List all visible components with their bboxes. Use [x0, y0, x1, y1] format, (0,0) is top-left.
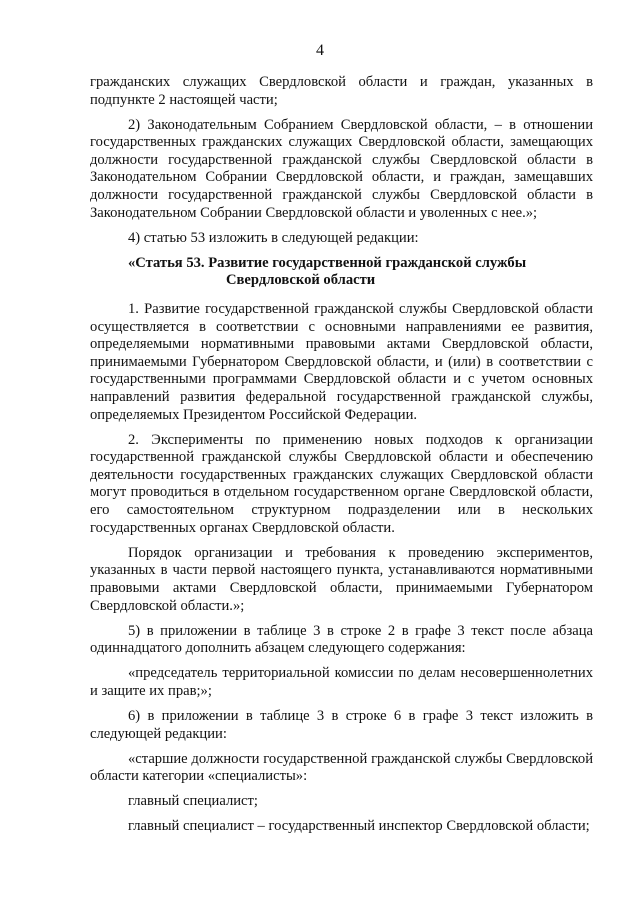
article-heading: [90, 255, 593, 290]
paragraph-item-5: 5) в приложении в таблице 3 в строке 2 в графе 3 текст после абзаца одиннадцатого дополнить абзацем следующего содержания:: [90, 622, 593, 657]
quote-chairman: «председатель территориальной комиссии по делам несовершеннолетних и защите их прав;»;: [90, 665, 593, 699]
paragraph-item-6: 6) в приложении в таблице 3 в строке 6 в графе 3 текст изложить в следующей редакции:: [90, 708, 593, 742]
page-number: 4: [316, 42, 324, 59]
article-heading-line2: Свердловской области: [226, 272, 376, 289]
document-body: [90, 74, 593, 844]
article-heading-line1: «Статья 53. Развитие государственной гражданской службы: [128, 254, 527, 271]
position-chief-specialist-inspector: главный специалист – государственный инспектор Свердловской области;: [128, 818, 590, 835]
quote-senior-positions: «старшие должности государственной гражданской службы Свердловской области категории «специалисты»:: [90, 750, 593, 785]
paragraph-item-4: 4) статью 53 изложить в следующей редакции:: [128, 229, 419, 246]
paragraph-continuation: гражданских служащих Свердловской области и граждан, указанных в подпункте 2 настоящей части;: [90, 74, 593, 108]
position-chief-specialist: главный специалист;: [128, 793, 258, 810]
article-paragraph-2: 2. Эксперименты по применению новых подходов к организации государственной гражданской службы Свердловской области и обеспечению деятельности государственных гражданских служащих Свердловской области могут проводиться в отдельном государственном органе Свердловской области, его самостоятельном структурном подразделении или в нескольких государственных органах Свердловской области.: [90, 431, 593, 536]
article-paragraph-2-part-2: Порядок организации и требования к проведению экспериментов, указанных в части первой настоящего пункта, устанавливаются нормативными правовыми актами Свердловской области, принимаемыми Губернатором Свердловской области.»;: [90, 544, 593, 614]
article-paragraph-1: 1. Развитие государственной гражданской службы Свердловской области осуществляется в соответствии с основными направлениями ее развития, определяемыми нормативными правовыми актами Свердловской области, принимаемыми Губернатором Свердловской области, и (или) в соответствии с государственными программами Свердловской области и с учетом основных направлений развития федеральной государственной гражданской службы, определяемых Президентом Российской Федерации.: [90, 301, 593, 423]
paragraph-item-2: 2) Законодательным Собранием Свердловской области, – в отношении государственных гражданских служащих Свердловской области, замещающих должности государственной гражданской службы Свердловской области в Законодательном Собрании Свердловской области, и граждан, замещавших должности государственной гражданской службы Свердловской области в Законодательном Собрании Свердловской области и уволенных с нее.»;: [90, 116, 593, 221]
